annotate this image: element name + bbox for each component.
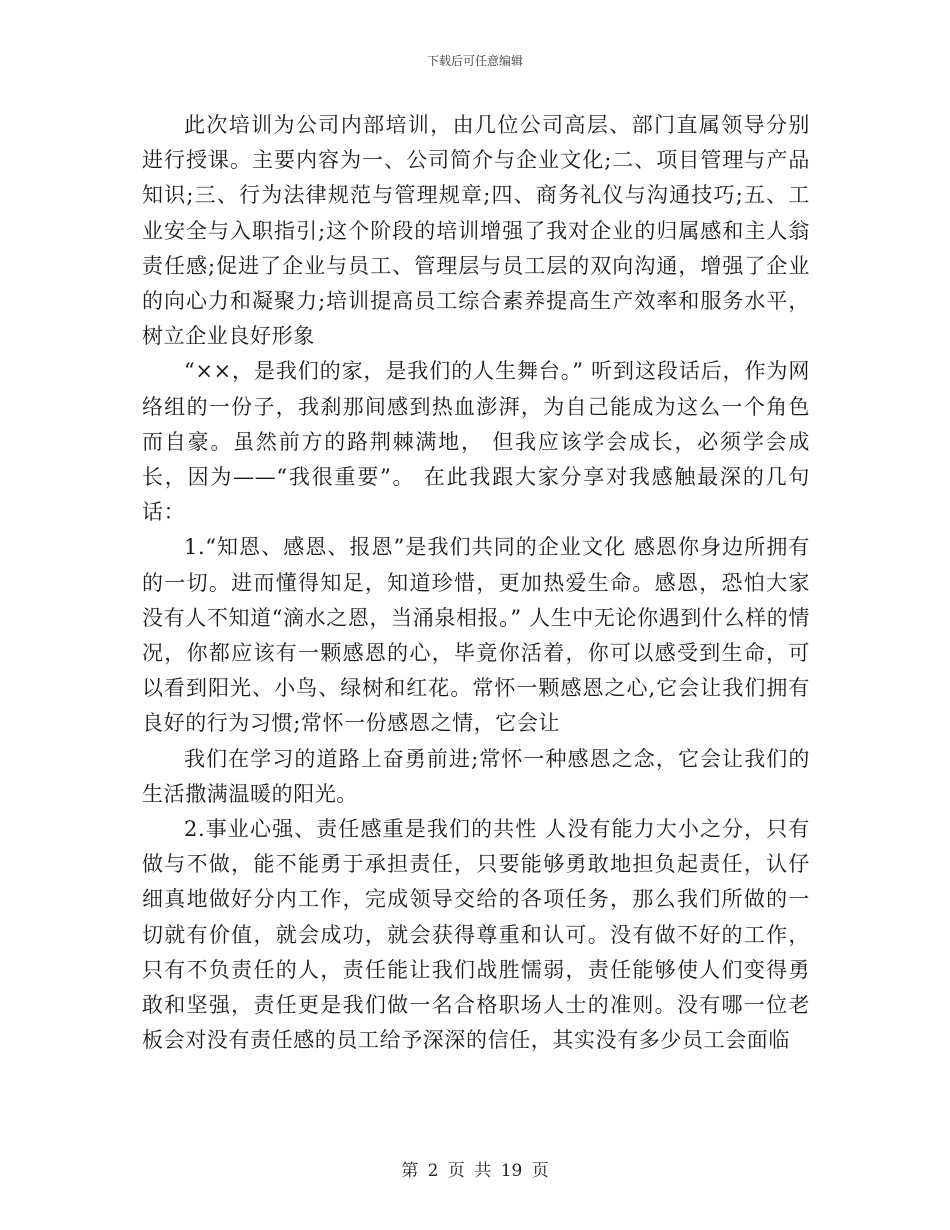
paragraph-training-intro: 此次培训为公司内部培训，由几位公司高层、部门直属领导分别进行授课。主要内容为一、公司简介与企业文化;二、项目管理与产品知识;三、行为法律规范与管理规章;四、商务礼仪与沟通技巧;五、工业安全与入职指引;这个阶段的培训增强了我对企业的归属感和主人翁责任感;促进了企业与员工、管理层与员工层的双向沟通，增强了企业的向心力和凝聚力;培训提高员工综合素养提高生产效率和服务水平，树立企业良好形象: [142, 113, 810, 349]
paragraph-gratitude: 1.“知恩、感恩、报恩”是我们共同的企业文化 感恩你身边所拥有的一切。进而懂得知足，知道珍惜，更加热爱生命。感恩，恐怕大家没有人不知道“滴水之恩，当涌泉相报。” 人生中无论你遇到什么样的情况，你都应该有一颗感恩的心，毕竟你活着，你可以感受到生命，可以看到阳光、小鸟、绿树和红花。常怀一颗感恩之心,它会让我们拥有良好的行为习惯;常怀一份感恩之情，它会让: [142, 535, 810, 736]
page-number: 第 2 页 共 19 页: [401, 1161, 549, 1181]
paragraph-gratitude-continued: 我们在学习的道路上奋勇前进;常怀一种感恩之念，它会让我们的生活撒满温暖的阳光。: [142, 746, 810, 806]
document-body: [142, 108, 810, 1058]
paragraph-responsibility: 2.事业心强、责任感重是我们的共性 人没有能力大小之分，只有做与不做，能不能勇于承担责任，只要能够勇敢地担负起责任，认仔细真地做好分内工作，完成领导交给的各项任务，那么我们所做的一切就有价值，就会成功，就会获得尊重和认可。没有做不好的工作，只有不负责任的人，责任能让我们战胜懦弱，责任能够使人们变得勇敢和坚强，责任更是我们做一名合格职场人士的准则。没有哪一位老板会对没有责任感的员工给予深深的信任，其实没有多少员工会面临: [142, 817, 810, 1053]
page-header: 下载后可任意编辑: [426, 54, 523, 68]
paragraph-company-home: “××，是我们的家，是我们的人生舞台。” 听到这段话后，作为网络组的一份子，我刹那间感到热血澎湃，为自己能成为这么一个角色而自豪。虽然前方的路荆棘满地， 但我应该学会成长，必须学会成长，因为——“我很重要”。 在此我跟大家分享对我感触最深的几句话：: [142, 359, 810, 525]
